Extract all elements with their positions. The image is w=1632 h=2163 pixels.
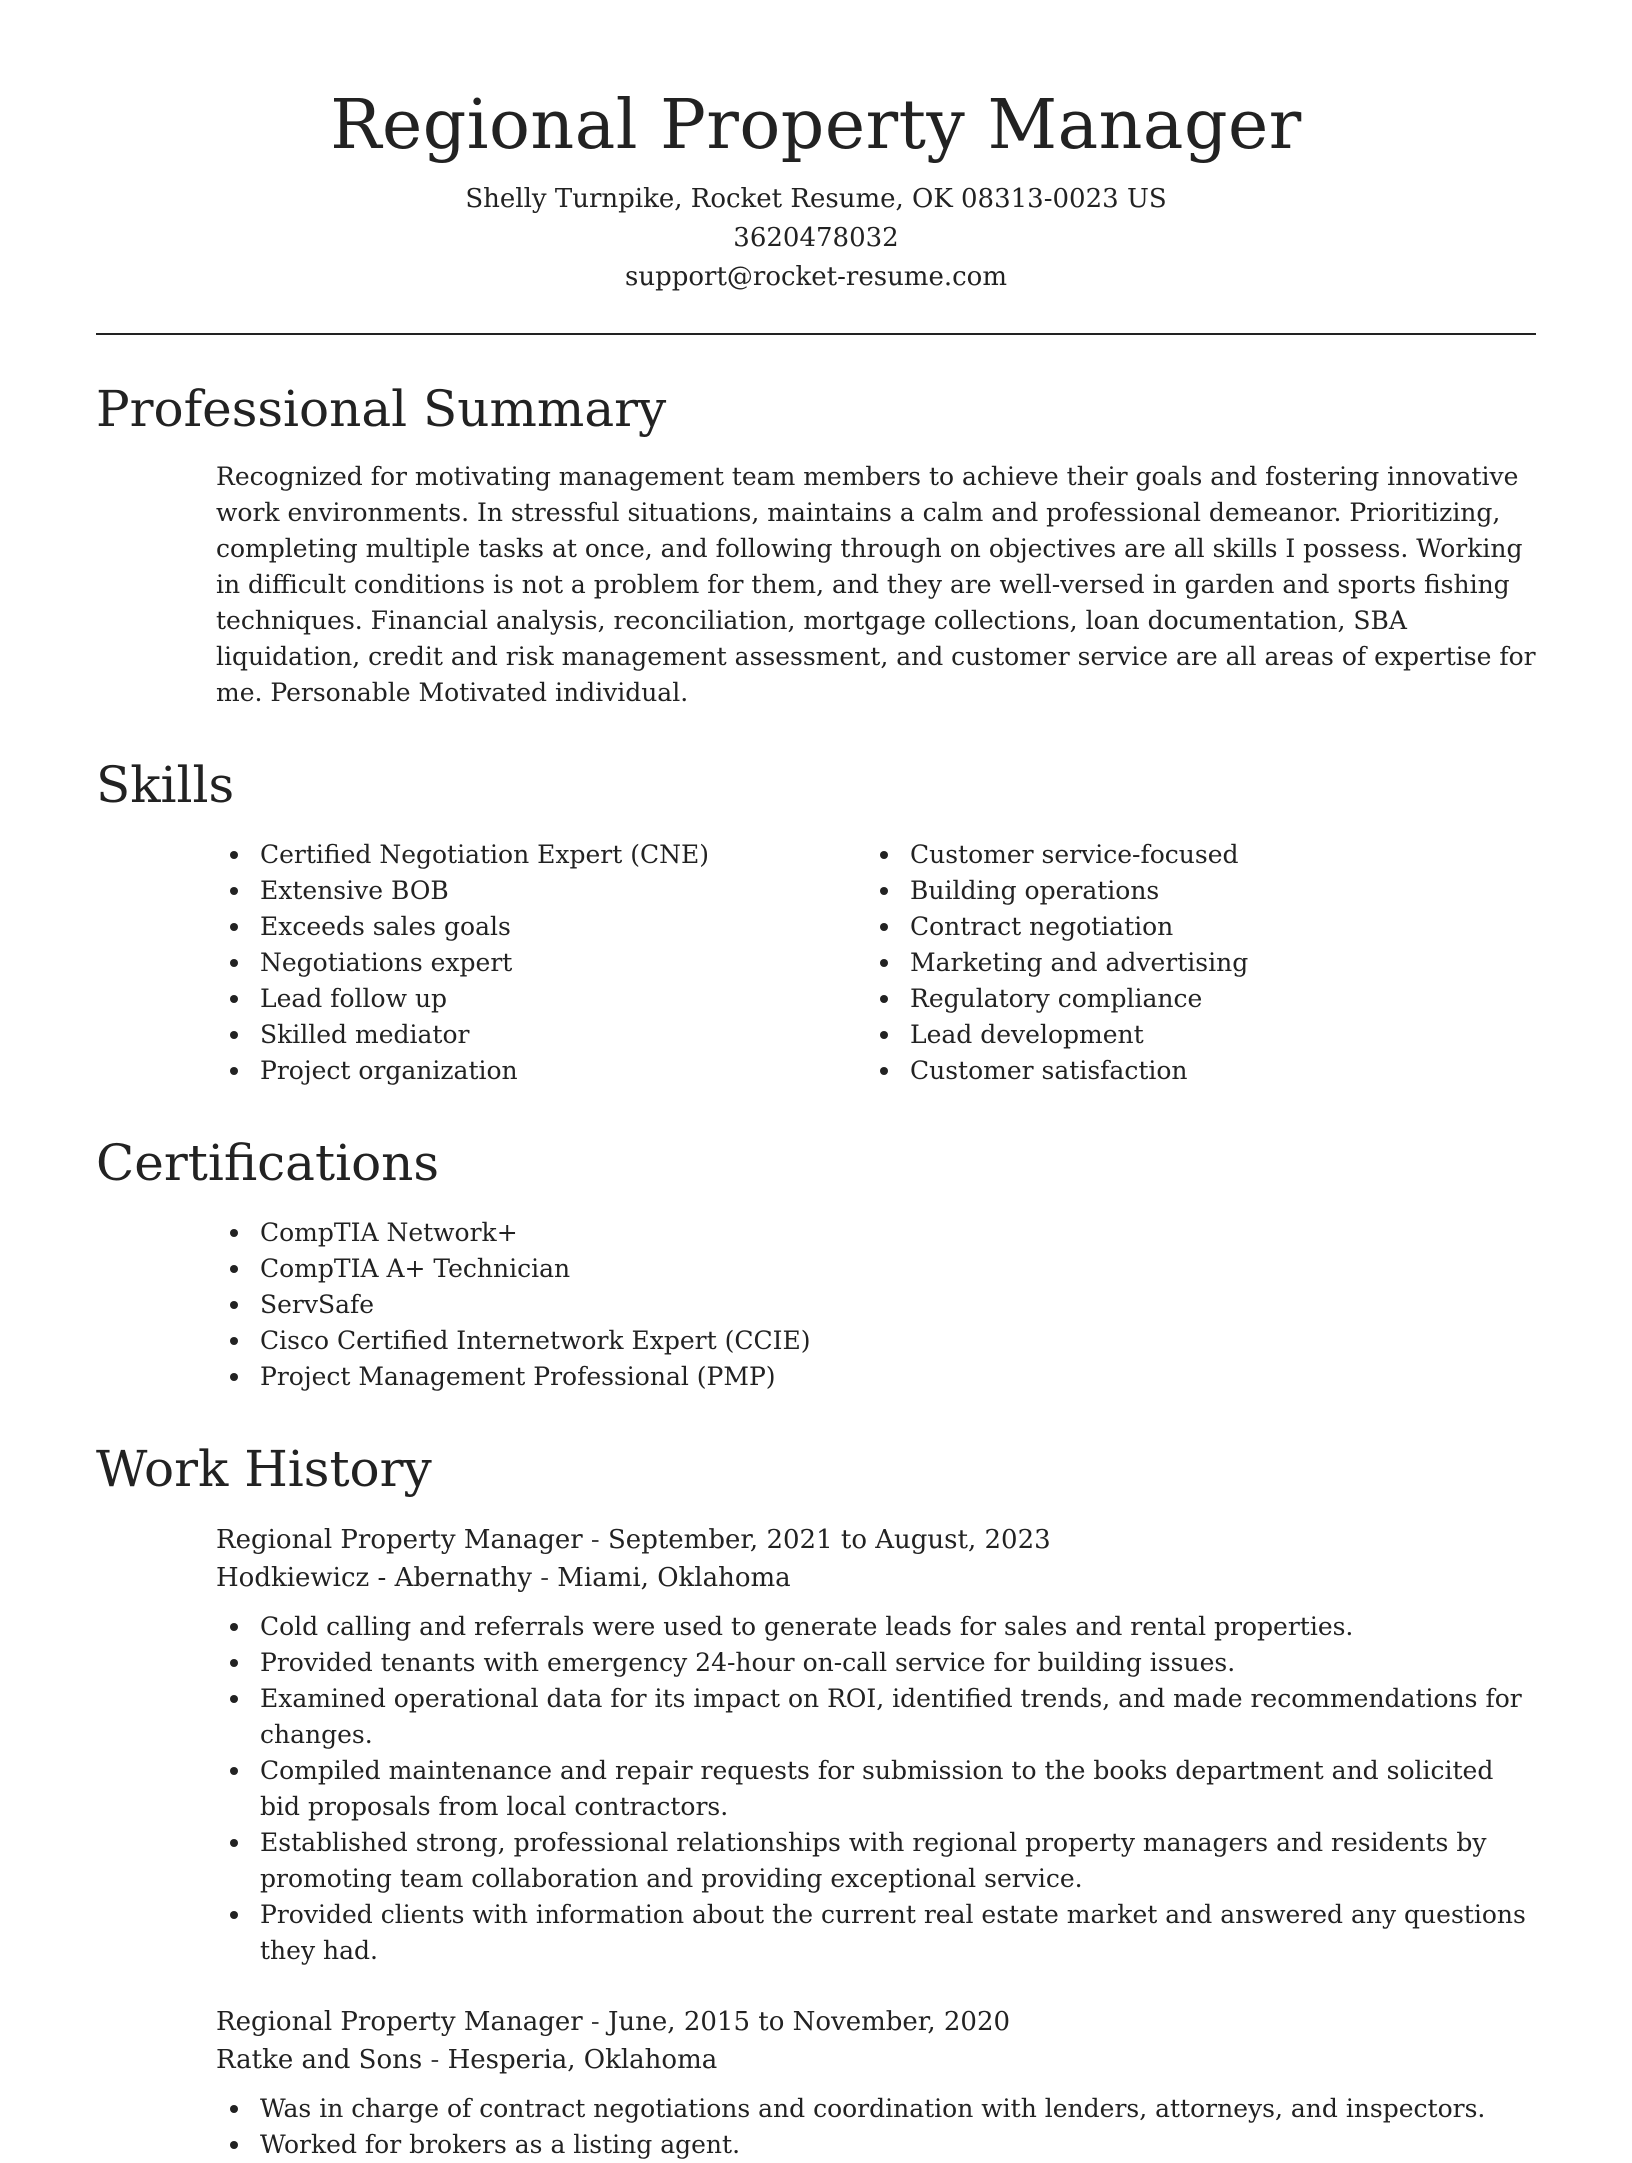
skill-item: Lead development xyxy=(866,1017,1516,1053)
certification-item: Project Management Professional (PMP) xyxy=(216,1359,1536,1395)
skill-item: Project organization xyxy=(216,1053,866,1089)
skills-column-right xyxy=(866,837,1516,1089)
job-company: Ratke and Sons xyxy=(216,2045,423,2075)
skills-grid xyxy=(216,837,1536,1089)
skill-item: Exceeds sales goals xyxy=(216,909,866,945)
job-bullet: Worked for brokers as a listing agent. xyxy=(216,2127,1536,2163)
contact-phone: 3620478032 xyxy=(733,223,899,253)
resume-name: Regional Property Manager xyxy=(330,86,1302,165)
job-bullet: Provided clients with information about the current real estate market and answered any questions they had. xyxy=(216,1897,1536,1969)
job-dates: June, 2015 to November, 2020 xyxy=(608,2007,1011,2037)
job-bullet: Cold calling and referrals were used to generate leads for sales and rental properties. xyxy=(216,1609,1536,1645)
job-title: Regional Property Manager xyxy=(216,2007,583,2037)
job-bullet: Established strong, professional relationships with regional property managers and residents by promoting team collaboration and providing exceptional service. xyxy=(216,1825,1536,1897)
work-history-title: Work History xyxy=(96,1440,432,1498)
header-divider xyxy=(96,333,1536,335)
skill-item: Customer satisfaction xyxy=(866,1053,1516,1089)
certifications-section xyxy=(96,1133,1536,1395)
contact-address: Shelly Turnpike, Rocket Resume, OK 08313-0023 US xyxy=(465,184,1167,214)
work-history-section xyxy=(96,1439,1536,2163)
skill-item: Customer service-focused xyxy=(866,837,1516,873)
certification-item: CompTIA A+ Technician xyxy=(216,1251,1536,1287)
summary-section xyxy=(96,379,1536,711)
job-bullet: Was in charge of contract negotiations and coordination with lenders, attorneys, and inspectors. xyxy=(216,2091,1536,2127)
skill-item: Regulatory compliance xyxy=(866,981,1516,1017)
summary-text: Recognized for motivating management team members to achieve their goals and fostering innovative work environments. In stressful situations, maintains a calm and professional demeanor. Prioritizing, completing multiple tasks at once, and following through on objectives are all skills I possess. Working in difficult conditions is not a problem for them, and they are well-versed in garden and sports fishing techniques. Financial analysis, reconciliation, mortgage collections, loan documentation, SBA liquidation, credit and risk management assessment, and customer service are all areas of expertise for me. Personable Motivated individual. xyxy=(216,462,1536,707)
certifications-list xyxy=(216,1215,1536,1395)
skills-list-right xyxy=(866,837,1516,1089)
skill-item: Lead follow up xyxy=(216,981,866,1017)
job-separator: - xyxy=(531,1563,558,1593)
job-company: Hodkiewicz - Abernathy xyxy=(216,1563,532,1593)
job-title-line xyxy=(216,2003,1536,2041)
job-company-line xyxy=(216,1559,1536,1597)
job-location: Miami, Oklahoma xyxy=(557,1563,791,1593)
skill-item: Skilled mediator xyxy=(216,1017,866,1053)
certification-item: CompTIA Network+ xyxy=(216,1215,1536,1251)
skill-item: Marketing and advertising xyxy=(866,945,1516,981)
certification-item: ServSafe xyxy=(216,1287,1536,1323)
certification-item: Cisco Certified Internetwork Expert (CCIE) xyxy=(216,1323,1536,1359)
skills-title: Skills xyxy=(96,756,235,814)
skill-item: Contract negotiation xyxy=(866,909,1516,945)
job-bullets xyxy=(216,1609,1536,1969)
job-entry xyxy=(216,2003,1536,2163)
job-bullet: Examined operational data for its impact on ROI, identified trends, and made recommendations for changes. xyxy=(216,1681,1536,1753)
skills-section xyxy=(96,755,1536,1089)
resume-header xyxy=(96,0,1536,297)
certifications-title: Certifications xyxy=(96,1134,440,1192)
job-title-line xyxy=(216,1521,1536,1559)
skill-item: Building operations xyxy=(866,873,1516,909)
job-entry xyxy=(216,1521,1536,1969)
skill-item: Certified Negotiation Expert (CNE) xyxy=(216,837,866,873)
job-separator: - xyxy=(582,1525,608,1555)
job-separator: - xyxy=(422,2045,448,2075)
job-company-line xyxy=(216,2041,1536,2079)
skills-column-left xyxy=(216,837,866,1089)
job-bullets xyxy=(216,2091,1536,2163)
job-separator: - xyxy=(582,2007,608,2037)
job-bullet: Provided tenants with emergency 24-hour on-call service for building issues. xyxy=(216,1645,1536,1681)
skill-item: Extensive BOB xyxy=(216,873,866,909)
job-location: Hesperia, Oklahoma xyxy=(447,2045,718,2075)
skills-list-left xyxy=(216,837,866,1089)
skill-item: Negotiations expert xyxy=(216,945,866,981)
summary-title: Professional Summary xyxy=(96,380,667,438)
job-title: Regional Property Manager xyxy=(216,1525,583,1555)
job-bullet: Compiled maintenance and repair requests for submission to the books department and solicited bid proposals from local contractors. xyxy=(216,1753,1536,1825)
contact-email: support@rocket-resume.com xyxy=(624,262,1007,292)
job-dates: September, 2021 to August, 2023 xyxy=(608,1525,1051,1555)
